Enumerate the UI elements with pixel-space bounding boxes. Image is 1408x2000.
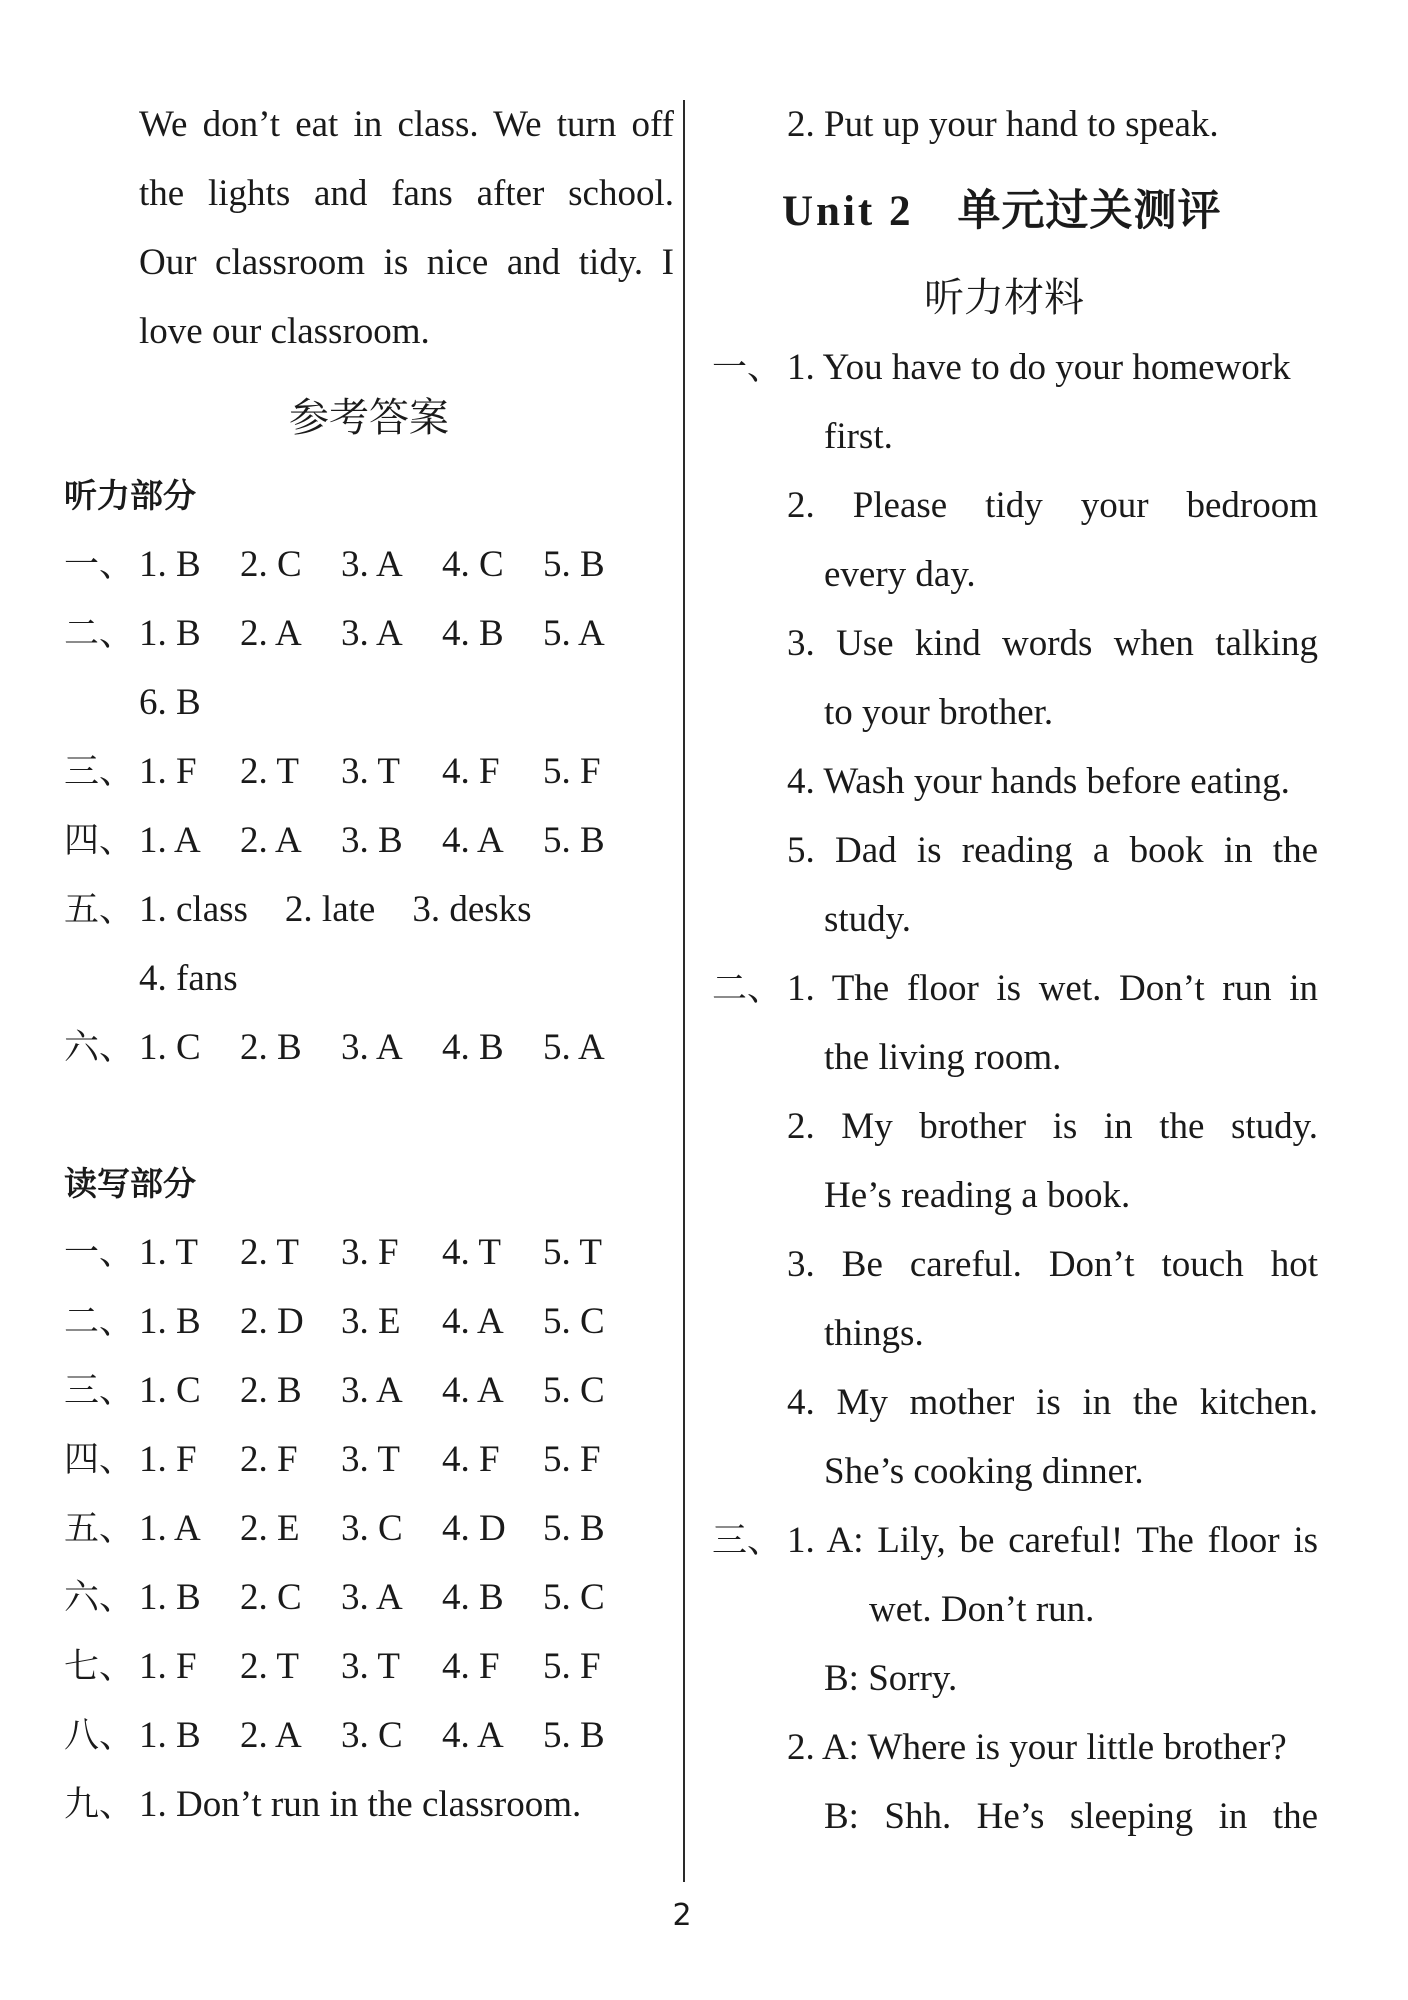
listening-script [712, 333, 1318, 1851]
script-line: 4. My mother is in the kitchen. [787, 1382, 1318, 1423]
answer-row [64, 806, 674, 875]
right-column [712, 90, 1318, 1851]
script-text: 1. A: Lily, be careful! The floor is [787, 1520, 1318, 1561]
answer-item: 5. B [543, 1715, 605, 1756]
script-line: 3. Be careful. Don’t touch hot [787, 1244, 1318, 1285]
answer-row [64, 1632, 674, 1701]
answer-item: 1. B [139, 1301, 201, 1342]
intro-line: love our classroom. [139, 311, 430, 352]
script-line: first. [824, 416, 893, 457]
script-line: B: Sorry. [824, 1658, 958, 1699]
answer-item: 2. T [240, 1646, 299, 1687]
answer-item: 3. A [341, 544, 403, 585]
question-number: 二、 [64, 614, 135, 654]
left-column [64, 90, 674, 1839]
script-line: 5. Dad is reading a book in the [787, 830, 1318, 871]
answer-row [64, 599, 674, 668]
answer-item: 5. B [543, 820, 605, 861]
answer-row [64, 1563, 674, 1632]
answer-item: 1. T [139, 1232, 198, 1273]
answer-row [64, 1770, 674, 1839]
answer-item: 5. B [543, 1508, 605, 1549]
listening-heading: 听力部分 [64, 476, 196, 515]
answer-item: 5. B [543, 544, 605, 585]
answer-item: 4. B [442, 1577, 504, 1618]
answer-item: 3. A [341, 1577, 403, 1618]
script-text: 1. You have to do your homework [787, 347, 1291, 388]
answer-item: 3. F [341, 1232, 399, 1273]
question-number: 一、 [64, 545, 135, 585]
answer-item: 4. F [442, 751, 500, 792]
script-line: study. [824, 899, 912, 940]
question-number: 二、 [712, 969, 783, 1009]
answer-item: 4. A [442, 1370, 504, 1411]
intro-line: the lights and fans after school. [139, 173, 674, 214]
question-number: 五、 [64, 1509, 135, 1549]
answer-item: 5. F [543, 751, 601, 792]
answer-item: 3. E [341, 1301, 401, 1342]
answer-text: 1. class 2. late 3. desks [139, 889, 532, 930]
question-number: 九、 [64, 1785, 135, 1825]
answer-item: 5. F [543, 1439, 601, 1480]
answer-row [64, 1356, 674, 1425]
answer-item: 2. A [240, 1715, 302, 1756]
question-number: 四、 [64, 1440, 135, 1480]
unit-subtitle: 单元过关测评 [957, 186, 1222, 236]
answer-item: 2. A [240, 613, 302, 654]
answer-row [64, 737, 674, 806]
answer-row [64, 1287, 674, 1356]
answer-item: 5. A [543, 1027, 605, 1068]
unit-label: Unit 2 [782, 188, 914, 235]
listening-material-title: 听力材料 [924, 275, 1084, 321]
answer-item: 5. C [543, 1577, 605, 1618]
intro-paragraph [64, 90, 674, 366]
answer-item: 3. A [341, 1027, 403, 1068]
question-number: 三、 [712, 1521, 783, 1561]
answer-item: 4. T [442, 1232, 501, 1273]
answer-item: 1. F [139, 1439, 197, 1480]
answer-item: 4. B [442, 613, 504, 654]
question-number: 一、 [64, 1233, 135, 1273]
answer-continuation: 4. fans [139, 958, 238, 999]
script-line: 3. Use kind words when talking [787, 623, 1318, 664]
intro-line: We don’t eat in class. We turn off [139, 104, 674, 145]
answer-item: 5. C [543, 1301, 605, 1342]
script-item [712, 333, 1318, 402]
answer-item: 3. T [341, 1646, 400, 1687]
reading-writing-heading: 读写部分 [64, 1164, 196, 1203]
script-line: the living room. [824, 1037, 1062, 1078]
answer-text: 1. Don’t run in the classroom. [139, 1784, 582, 1825]
answer-item: 3. A [341, 1370, 403, 1411]
listening-answers [64, 530, 674, 1082]
reading-writing-answers [64, 1218, 674, 1839]
answer-item: 2. T [240, 751, 299, 792]
answer-item: 1. B [139, 613, 201, 654]
answer-item: 4. A [442, 1301, 504, 1342]
answer-item: 3. T [341, 1439, 400, 1480]
answer-item: 5. F [543, 1646, 601, 1687]
answer-row [64, 1494, 674, 1563]
answer-item: 3. B [341, 820, 403, 861]
answer-row [64, 530, 674, 599]
script-line: things. [824, 1313, 924, 1354]
answer-item: 3. C [341, 1715, 403, 1756]
answer-item: 5. C [543, 1370, 605, 1411]
answer-item: 4. B [442, 1027, 504, 1068]
answer-item: 2. F [240, 1439, 298, 1480]
answer-item: 3. T [341, 751, 400, 792]
script-line: to your brother. [824, 692, 1054, 733]
answer-item: 4. A [442, 820, 504, 861]
answer-row [64, 1425, 674, 1494]
answer-item: 2. T [240, 1232, 299, 1273]
answer-item: 1. F [139, 1646, 197, 1687]
answer-item: 5. T [543, 1232, 602, 1273]
question-number: 五、 [64, 890, 135, 930]
answer-item: 1. F [139, 751, 197, 792]
question-number: 三、 [64, 1371, 135, 1411]
script-line: 2. My brother is in the study. [787, 1106, 1318, 1147]
question-number: 四、 [64, 821, 135, 861]
script-text: 1. The floor is wet. Don’t run in [787, 968, 1318, 1009]
column-divider [683, 100, 685, 1882]
answer-item: 1. C [139, 1370, 201, 1411]
script-item [712, 954, 1318, 1023]
page-number: 2 [672, 1898, 692, 1933]
question-number: 六、 [64, 1578, 135, 1618]
script-line: every day. [824, 554, 976, 595]
answer-row [64, 1701, 674, 1770]
answer-item: 1. B [139, 544, 201, 585]
intro-line: Our classroom is nice and tidy. I [139, 242, 674, 283]
answer-item: 4. F [442, 1439, 500, 1480]
script-line: 2. A: Where is your little brother? [787, 1727, 1287, 1768]
answer-title: 参考答案 [289, 395, 449, 441]
answer-item: 1. B [139, 1715, 201, 1756]
answer-row [64, 1218, 674, 1287]
answer-item: 4. D [442, 1508, 506, 1549]
answer-item: 4. C [442, 544, 504, 585]
answer-row [64, 1013, 674, 1082]
answer-item: 2. C [240, 544, 302, 585]
question-number: 八、 [64, 1716, 135, 1756]
script-line: 2. Please tidy your bedroom [787, 485, 1318, 526]
script-line: He’s reading a book. [824, 1175, 1131, 1216]
question-number: 三、 [64, 752, 135, 792]
answer-item: 1. A [139, 1508, 201, 1549]
question-number: 七、 [64, 1647, 135, 1687]
answer-item: 3. A [341, 613, 403, 654]
answer-item: 5. A [543, 613, 605, 654]
script-line: She’s cooking dinner. [824, 1451, 1144, 1492]
script-line: B: Shh. He’s sleeping in the [824, 1796, 1318, 1837]
answer-item: 2. B [240, 1027, 302, 1068]
listening-script-line: 2. Put up your hand to speak. [787, 104, 1219, 145]
script-line: wet. Don’t run. [869, 1589, 1095, 1630]
question-number: 一、 [712, 348, 783, 388]
answer-item: 2. D [240, 1301, 304, 1342]
answer-item: 2. E [240, 1508, 300, 1549]
question-number: 二、 [64, 1302, 135, 1342]
answer-item: 4. F [442, 1646, 500, 1687]
answer-item: 1. C [139, 1027, 201, 1068]
answer-item: 2. B [240, 1370, 302, 1411]
answer-item: 1. B [139, 1577, 201, 1618]
answer-row [64, 875, 674, 944]
answer-item: 4. A [442, 1715, 504, 1756]
answer-item: 1. A [139, 820, 201, 861]
question-number: 六、 [64, 1028, 135, 1068]
answer-item: 3. C [341, 1508, 403, 1549]
answer-item: 2. A [240, 820, 302, 861]
answer-item: 2. C [240, 1577, 302, 1618]
unit-title [712, 159, 1318, 263]
answer-continuation: 6. B [139, 682, 201, 723]
script-line: 4. Wash your hands before eating. [787, 761, 1290, 802]
script-item [712, 1506, 1318, 1575]
